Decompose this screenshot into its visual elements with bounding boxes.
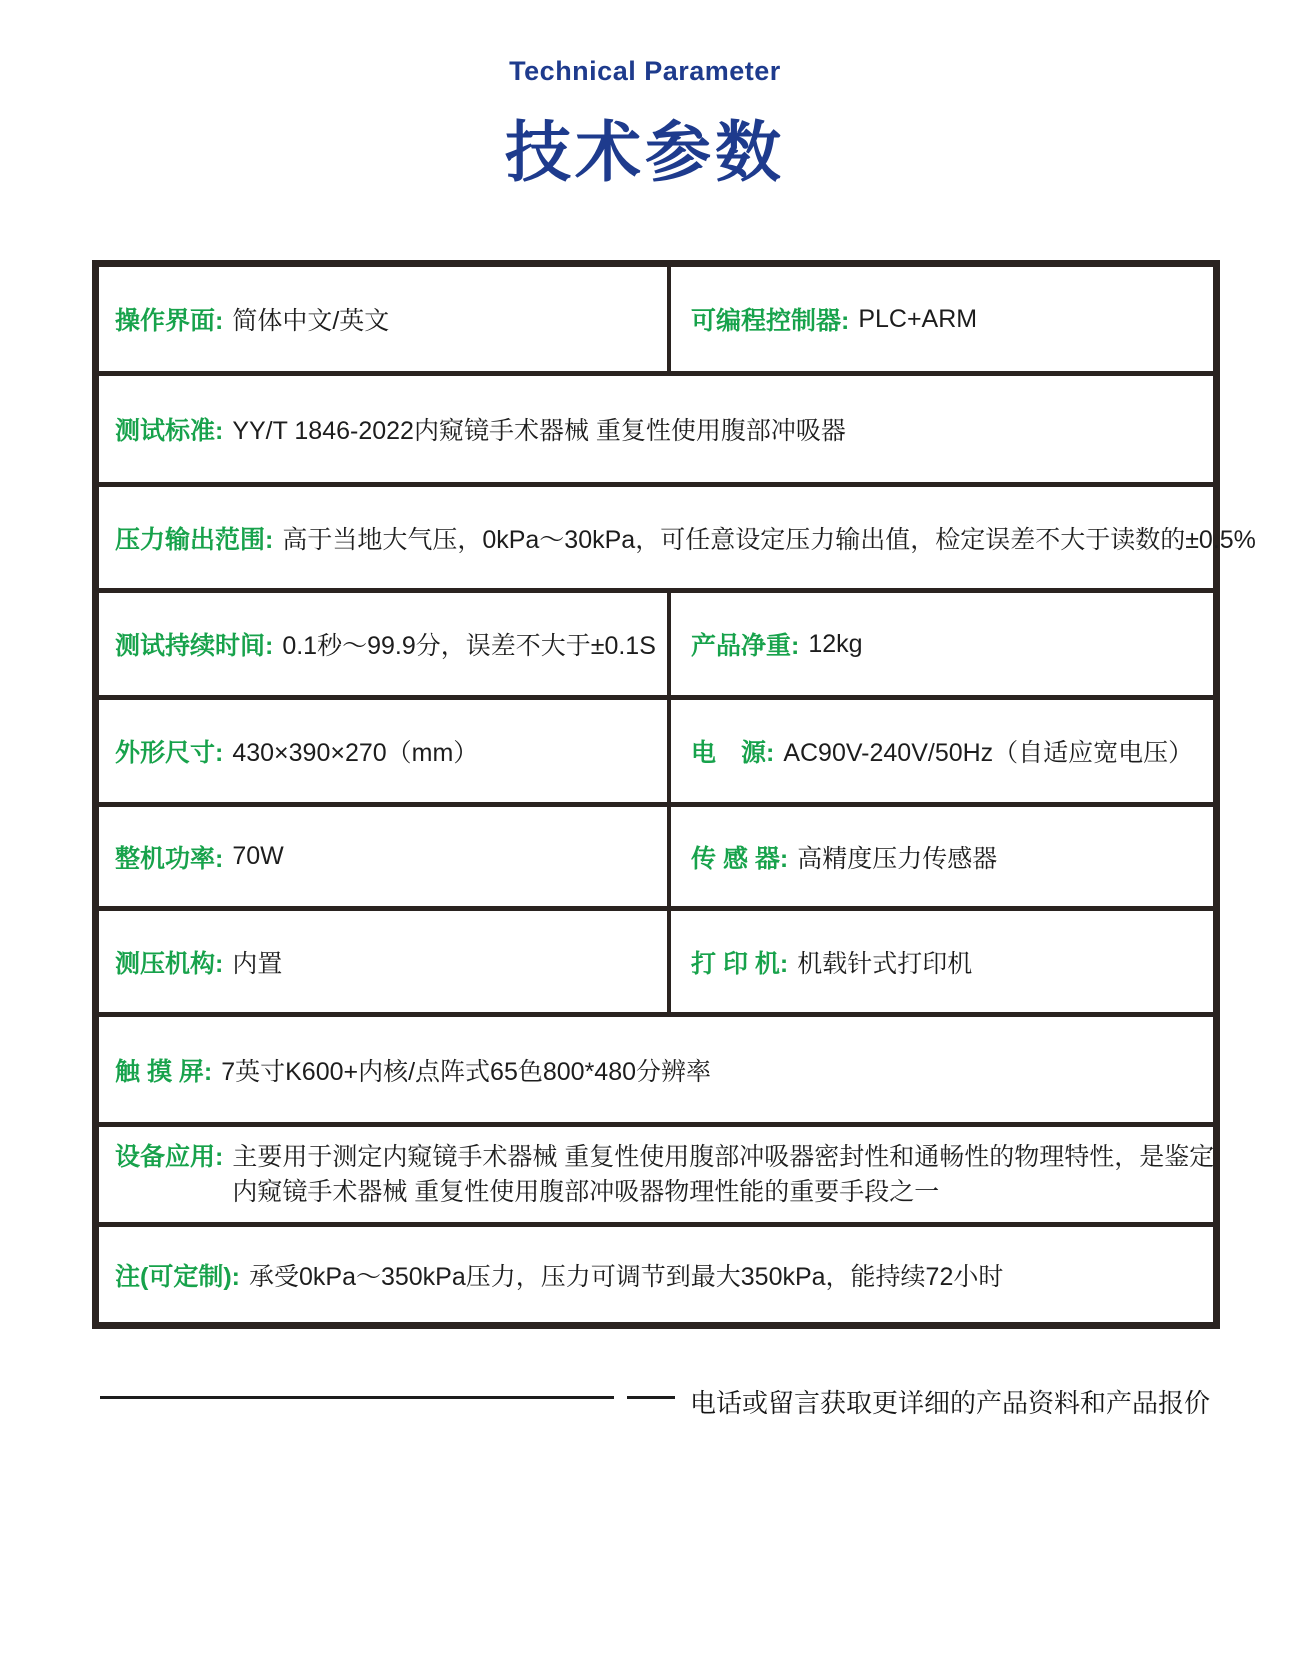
footer-note: 电话或留言获取更详细的产品资料和产品报价 (690, 1388, 1211, 1418)
param-value: 430×390×270（mm） (232, 739, 479, 767)
param-label: 操作界面: (115, 307, 224, 335)
table-row-note-customizable (99, 1222, 1213, 1322)
table-row-touch-screen (99, 1012, 1213, 1122)
cell-power-supply (667, 700, 1213, 802)
table-row-mechanism-printer (99, 906, 1213, 1012)
table-row-dimensions-power-supply (99, 695, 1213, 802)
cell-device-application (99, 1127, 1214, 1210)
cell-pressure-measuring-mechanism (99, 911, 667, 1012)
table-row-test-standard (99, 371, 1213, 482)
param-value: PLC+ARM (858, 304, 978, 333)
technical-parameters-table (92, 260, 1256, 1329)
cell-net-weight (667, 593, 1213, 695)
param-label: 传 感 器: (691, 844, 789, 873)
param-value: 高于当地大气压，0kPa～30kPa，可任意设定压力输出值，检定误差不大于读数的±0.5% (282, 525, 1256, 554)
cell-touch-screen (99, 1052, 1213, 1088)
cell-sensor (667, 807, 1213, 906)
param-label: 压力输出范围: (115, 525, 274, 554)
table-row-pressure-output-range (99, 482, 1256, 588)
param-value: 70W (232, 842, 284, 870)
table-row-interface-controller (99, 267, 1213, 371)
param-value-line2: 内窥镜手术器械 重复性使用腹部冲吸器物理性能的重要手段之一 (232, 1178, 940, 1206)
cell-pressure-output-range (99, 520, 1256, 556)
cell-total-power (99, 807, 667, 906)
cell-note-customizable (99, 1257, 1213, 1293)
param-value (232, 1140, 1214, 1210)
divider-dash (627, 1396, 675, 1399)
param-value: 0.1秒～99.9分，误差不大于±0.1S (282, 632, 656, 660)
table-row-device-application (99, 1122, 1213, 1222)
param-label: 打 印 机: (691, 949, 789, 978)
cell-dimensions (99, 700, 667, 802)
param-value: 简体中文/英文 (232, 307, 390, 335)
param-value: 承受0kPa～350kPa压力，压力可调节到最大350kPa，能持续72小时 (248, 1262, 1004, 1291)
param-value: 7英寸K600+内核/点阵式65色800*480分辨率 (221, 1057, 712, 1086)
param-label: 产品净重: (691, 632, 800, 660)
param-value: 12kg (808, 629, 863, 658)
param-label: 设备应用: (115, 1143, 224, 1171)
title-english: Technical Parameter (509, 56, 781, 86)
page-header (0, 56, 1290, 194)
param-value-line1: 主要用于测定内窥镜手术器械 重复性使用腹部冲吸器密封性和通畅性的物理特性，是鉴定 (232, 1143, 1215, 1171)
cell-operation-interface (99, 267, 667, 371)
param-label: 注(可定制): (115, 1262, 240, 1291)
param-value: 机载针式打印机 (797, 949, 973, 978)
divider-line (100, 1396, 614, 1399)
param-label: 测试持续时间: (115, 632, 274, 660)
param-value: 高精度压力传感器 (797, 844, 998, 873)
param-label: 测试标准: (115, 417, 224, 445)
param-label: 外形尺寸: (115, 739, 224, 767)
param-value: AC90V-240V/50Hz（自适应宽电压） (783, 739, 1194, 767)
param-label: 电 源: (691, 739, 775, 767)
param-label: 可编程控制器: (691, 307, 850, 335)
param-label: 整机功率: (115, 844, 224, 873)
param-label: 触 摸 屏: (115, 1057, 213, 1086)
param-value: 内置 (232, 949, 283, 978)
cell-printer (667, 911, 1213, 1012)
cell-test-duration (99, 593, 667, 695)
cell-programmable-controller (667, 267, 1213, 371)
page-title: 技术参数 (505, 115, 785, 189)
table-row-power-sensor (99, 802, 1213, 906)
param-label: 测压机构: (115, 949, 224, 978)
cell-test-standard (99, 411, 1213, 447)
table-row-duration-weight (99, 588, 1213, 695)
param-value: YY/T 1846-2022内窥镜手术器械 重复性使用腹部冲吸器 (232, 417, 846, 445)
